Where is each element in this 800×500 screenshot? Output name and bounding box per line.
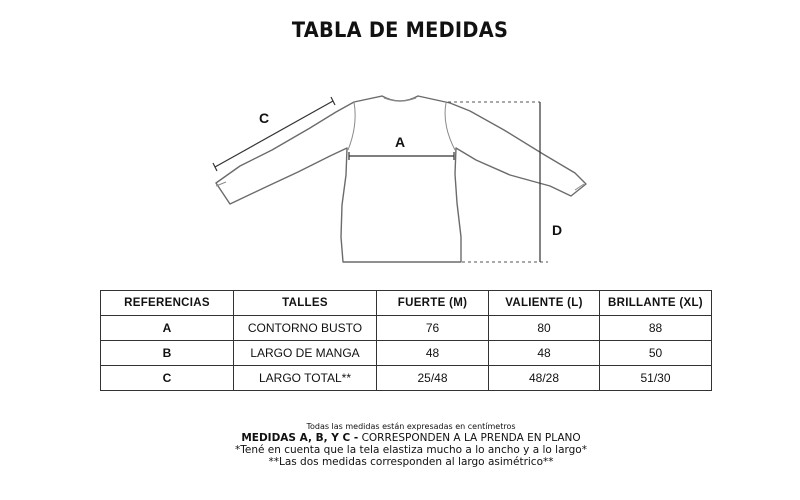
armhole-seam-left	[348, 102, 355, 150]
row-ref: B	[101, 341, 234, 366]
row-value-xl: 88	[600, 316, 712, 341]
header-valiente: VALIENTE (L)	[489, 291, 600, 316]
note-units: Todas las medidas están expresadas en centímetros	[306, 422, 516, 431]
note-flat-measures-rest: CORRESPONDEN A LA PRENDA EN PLANO	[358, 432, 581, 444]
row-ref: A	[101, 316, 234, 341]
measure-a-label: A	[395, 134, 406, 150]
armhole-seam-right	[445, 103, 455, 150]
row-value-m: 48	[377, 341, 489, 366]
header-fuerte: FUERTE (M)	[377, 291, 489, 316]
header-brillante: BRILLANTE (XL)	[600, 291, 712, 316]
row-value-m: 25/48	[377, 366, 489, 391]
note-flat-measures-bold: MEDIDAS A, B, Y C -	[241, 432, 359, 444]
row-value-xl: 51/30	[600, 366, 712, 391]
row-value-l: 80	[489, 316, 600, 341]
row-value-m: 76	[377, 316, 489, 341]
measure-c-tick-bottom	[213, 163, 217, 171]
size-table	[100, 290, 712, 391]
garment-outline	[216, 96, 586, 262]
measure-c-tick-top	[331, 97, 335, 105]
header-talles: TALLES	[234, 291, 377, 316]
footnotes	[0, 421, 800, 468]
table-header-row	[101, 291, 712, 316]
row-ref: C	[101, 366, 234, 391]
garment-diagram	[0, 80, 800, 275]
table-row	[101, 341, 712, 366]
measure-c-label: C	[259, 110, 270, 126]
note-asymmetric: **Las dos medidas corresponden al largo asimétrico**	[268, 456, 554, 468]
row-value-xl: 50	[600, 341, 712, 366]
header-referencias: REFERENCIAS	[101, 291, 234, 316]
note-flat-measures	[0, 432, 800, 444]
table-row	[101, 366, 712, 391]
table-row	[101, 316, 712, 341]
row-value-l: 48	[489, 341, 600, 366]
row-talle: LARGO TOTAL**	[234, 366, 377, 391]
page-title: TABLA DE MEDIDAS	[291, 18, 509, 42]
measure-d-label: D	[552, 222, 563, 238]
measure-c-line	[215, 101, 333, 167]
row-value-l: 48/28	[489, 366, 600, 391]
note-elastic: *Tené en cuenta que la tela elastiza mucho a lo ancho y a lo largo*	[235, 444, 587, 456]
row-talle: CONTORNO BUSTO	[234, 316, 377, 341]
row-talle: LARGO DE MANGA	[234, 341, 377, 366]
